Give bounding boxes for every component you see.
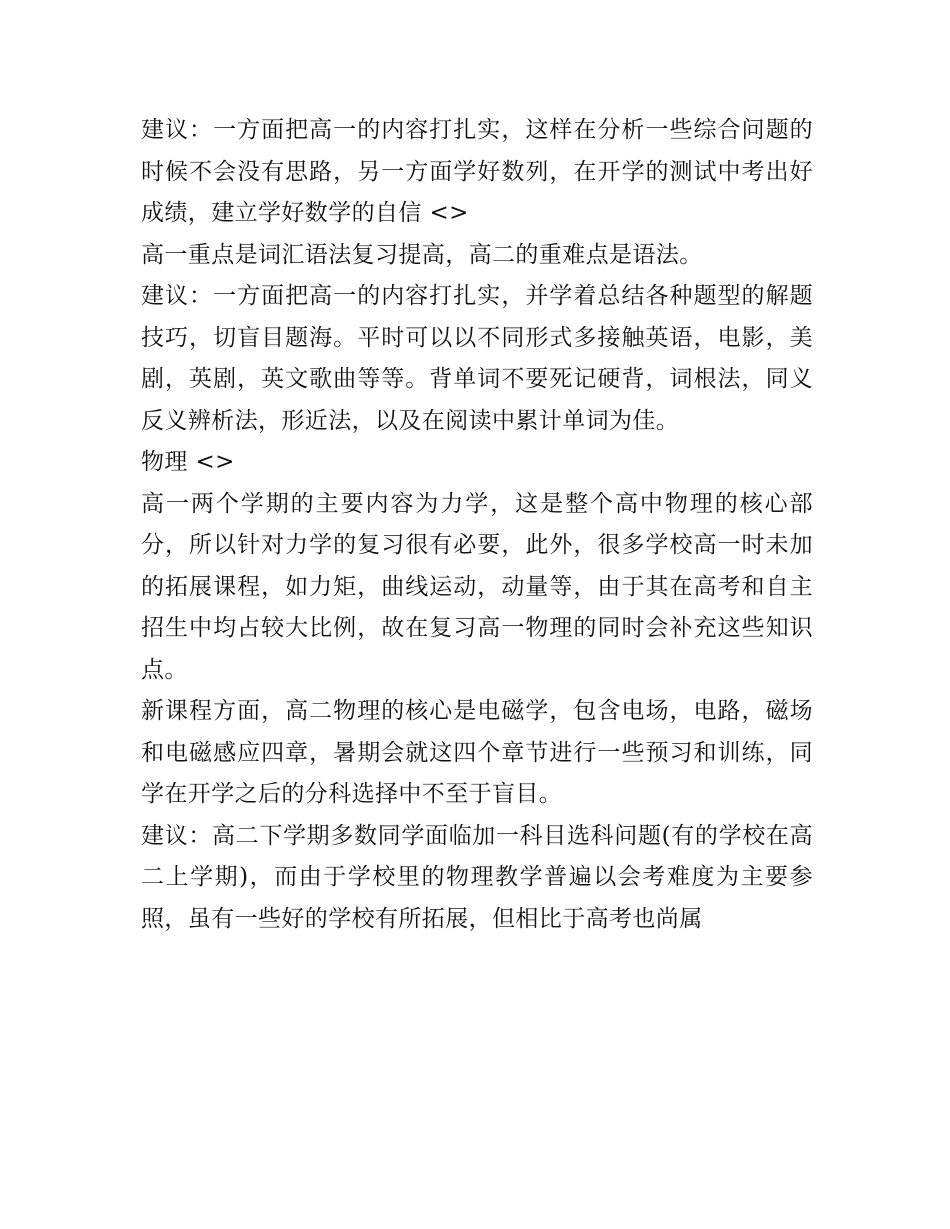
paragraph-math-advice: 建议：一方面把高一的内容打扎实，这样在分析一些综合问题的时候不会没有思路，另一方面学好数列，在开学的测试中考出好成绩，建立学好数学的自信 <>: [141, 117, 813, 226]
document-body: [141, 110, 813, 940]
paragraph-english-advice: 建议：一方面把高一的内容打扎实，并学着总结各种题型的解题技巧，切盲目题海。平时可以以不同形式多接触英语，电影，美剧，英剧，英文歌曲等等。背单词不要死记硬背，词根法，同义反义辨析法，形近法，以及在阅读中累计单词为佳。: [141, 283, 813, 434]
paragraph-english-focus: 高一重点是词汇语法复习提高，高二的重难点是语法。: [141, 241, 703, 268]
paragraph-physics-electromagnetism: 新课程方面，高二物理的核心是电磁学，包含电场，电路，磁场和电磁感应四章，暑期会就这四个章节进行一些预习和训练，同学在开学之后的分科选择中不至于盲目。: [141, 698, 813, 807]
paragraph-physics-mechanics: 高一两个学期的主要内容为力学，这是整个高中物理的核心部分，所以针对力学的复习很有必要，此外，很多学校高一时未加的拓展课程，如力矩，曲线运动，动量等，由于其在高考和自主招生中均占较大比例，故在复习高一物理的同时会补充这些知识点。: [141, 490, 813, 683]
section-heading-physics: 物理 <>: [141, 449, 235, 475]
paragraph-physics-advice: 建议：高二下学期多数同学面临加一科目选科问题(有的学校在高二上学期)，而由于学校里的物理教学普遍以会考难度为主要参照，虽有一些好的学校有所拓展，但相比于高考也尚属: [141, 822, 813, 932]
